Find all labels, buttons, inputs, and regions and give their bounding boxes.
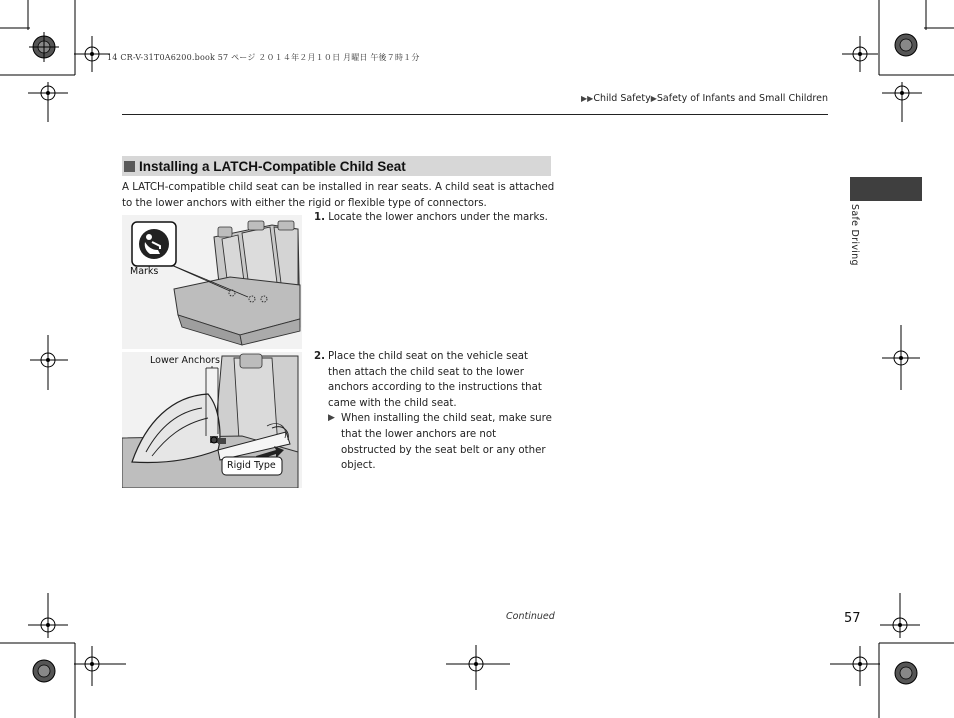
section-heading [122, 156, 551, 176]
step-text: Locate the lower anchors under the marks. [328, 212, 548, 223]
breadcrumb-item-child-safety[interactable]: Child Safety [593, 93, 651, 104]
breadcrumb [581, 93, 828, 104]
breadcrumb-item-safety-of-infants[interactable]: Safety of Infants and Small Children [656, 93, 828, 104]
breadcrumb-arrow-icon: ▶ [650, 94, 657, 103]
print-header: 14 CR-V-31T0A6200.book 57 ページ ２０１４年２月１０日 月曜日 午後７時１分 [107, 53, 420, 62]
marks-label: Marks [130, 266, 159, 277]
figure-child-seat-anchors [122, 352, 302, 488]
continued-label: Continued [506, 611, 555, 622]
step-text: Place the child seat on the vehicle seat then attach the child seat to the lower anchors according to the instructions that came with the child seat. [328, 351, 542, 409]
chapter-tab[interactable] [850, 177, 922, 201]
chapter-label: Safe Driving [849, 204, 860, 266]
note-arrow-icon: ▶ [328, 413, 335, 424]
step-note [328, 411, 554, 473]
step-1 [314, 210, 554, 226]
step-number: 2. [314, 351, 325, 362]
registration-mark-bottom-center [446, 640, 510, 690]
rigid-type-label: Rigid Type [227, 460, 276, 471]
registration-mark-right-middle [882, 325, 922, 395]
header-rule [122, 114, 828, 115]
registration-mark-top-left [0, 0, 130, 130]
section-intro: A LATCH-compatible child seat can be installed in rear seats. A child seat is attached to the lower anchors with either the rigid or flexible type of connectors. [122, 182, 555, 209]
figure-rear-seat-marks [122, 215, 302, 349]
registration-mark-left-middle [30, 335, 70, 395]
registration-mark-bottom-right [824, 588, 954, 718]
registration-mark-top-right [824, 0, 954, 130]
section-title: Installing a LATCH-Compatible Child Seat [139, 158, 406, 174]
step-note-text: When installing the child seat, make sure that the lower anchors are not obstructed by the seat belt or any other object. [341, 413, 552, 472]
registration-mark-bottom-left [0, 588, 130, 718]
page-number: 57 [844, 611, 861, 626]
lower-anchors-label: Lower Anchors [150, 355, 220, 366]
step-number: 1. [314, 212, 325, 223]
breadcrumb-arrow-icon: ▶▶ [581, 94, 594, 103]
step-2 [314, 349, 554, 474]
section-square-icon [124, 161, 135, 172]
